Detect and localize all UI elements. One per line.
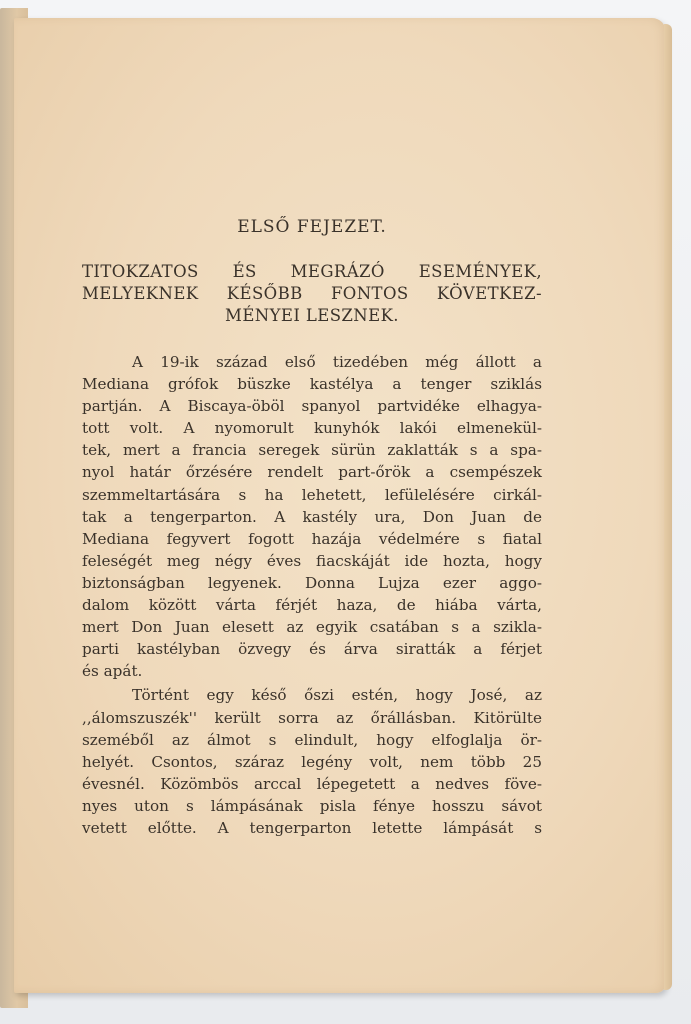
- text-line: tott volt. A nyomorult kunyhók lakói elmenekül-: [82, 419, 542, 438]
- chapter-subtitle: [82, 261, 542, 327]
- text-line: Mediana fegyvert fogott hazája védelmére s fiatal: [82, 529, 542, 548]
- text-line: feleségét meg négy éves fiacskáját ide hozta, hogy: [82, 551, 542, 570]
- page-edge: [664, 24, 672, 990]
- paragraph-2: [82, 684, 542, 839]
- text-line: és apát.: [82, 662, 143, 681]
- subtitle-line: MELYEKNEK KÉSŐBB FONTOS KÖVETKEZ-: [82, 284, 542, 303]
- text-line: parti kastélyban özvegy és árva siratták a férjet: [82, 640, 542, 659]
- chapter-heading: ELSŐ FEJEZET.: [237, 217, 387, 237]
- text-line: A 19-ik század első tizedében még állott a: [132, 353, 542, 371]
- text-line: helyét. Csontos, száraz legény volt, nem több 25: [82, 752, 542, 771]
- subtitle-line: TITOKZATOS ÉS MEGRÁZÓ ESEMÉNYEK,: [82, 262, 542, 281]
- text-line: tek, mert a francia seregek sürün zaklatták s a spa-: [82, 441, 542, 460]
- text-line: Történt egy késő őszi estén, hogy José, az: [132, 686, 542, 705]
- text-line: Mediana grófok büszke kastélya a tenger sziklás: [82, 375, 542, 394]
- text-line: szeméből az álmot s elindult, hogy elfoglalja ör-: [82, 730, 542, 749]
- text-line: vetett előtte. A tengerparton letette lámpását s: [82, 818, 542, 837]
- page-text: [82, 217, 542, 841]
- text-line: nyol határ őrzésére rendelt part-őrök a csempészek: [82, 463, 542, 482]
- text-line: dalom között várta férjét haza, de hiába várta,: [82, 596, 542, 615]
- text-line: biztonságban legyenek. Donna Lujza ezer aggo-: [82, 573, 542, 592]
- text-line: partján. A Biscaya-öböl spanyol partvidéke elhagya-: [82, 397, 542, 416]
- text-line: mert Don Juan elesett az egyik csatában s a szikla-: [82, 618, 542, 637]
- subtitle-line: MÉNYEI LESZNEK.: [225, 306, 399, 325]
- text-line: tak a tengerparton. A kastély ura, Don Juan de: [82, 507, 542, 526]
- paragraph-1: [82, 351, 542, 682]
- text-line: évesnél. Közömbös arccal lépegetett a nedves föve-: [82, 774, 542, 793]
- text-line: nyes uton s lámpásának pisla fénye hosszu sávot: [82, 796, 542, 815]
- text-line: szemmeltartására s ha lehetett, lefülelésére cirkál-: [82, 485, 542, 504]
- text-line: ,,álomszuszék'' került sorra az őrállásban. Kitörülte: [82, 708, 542, 727]
